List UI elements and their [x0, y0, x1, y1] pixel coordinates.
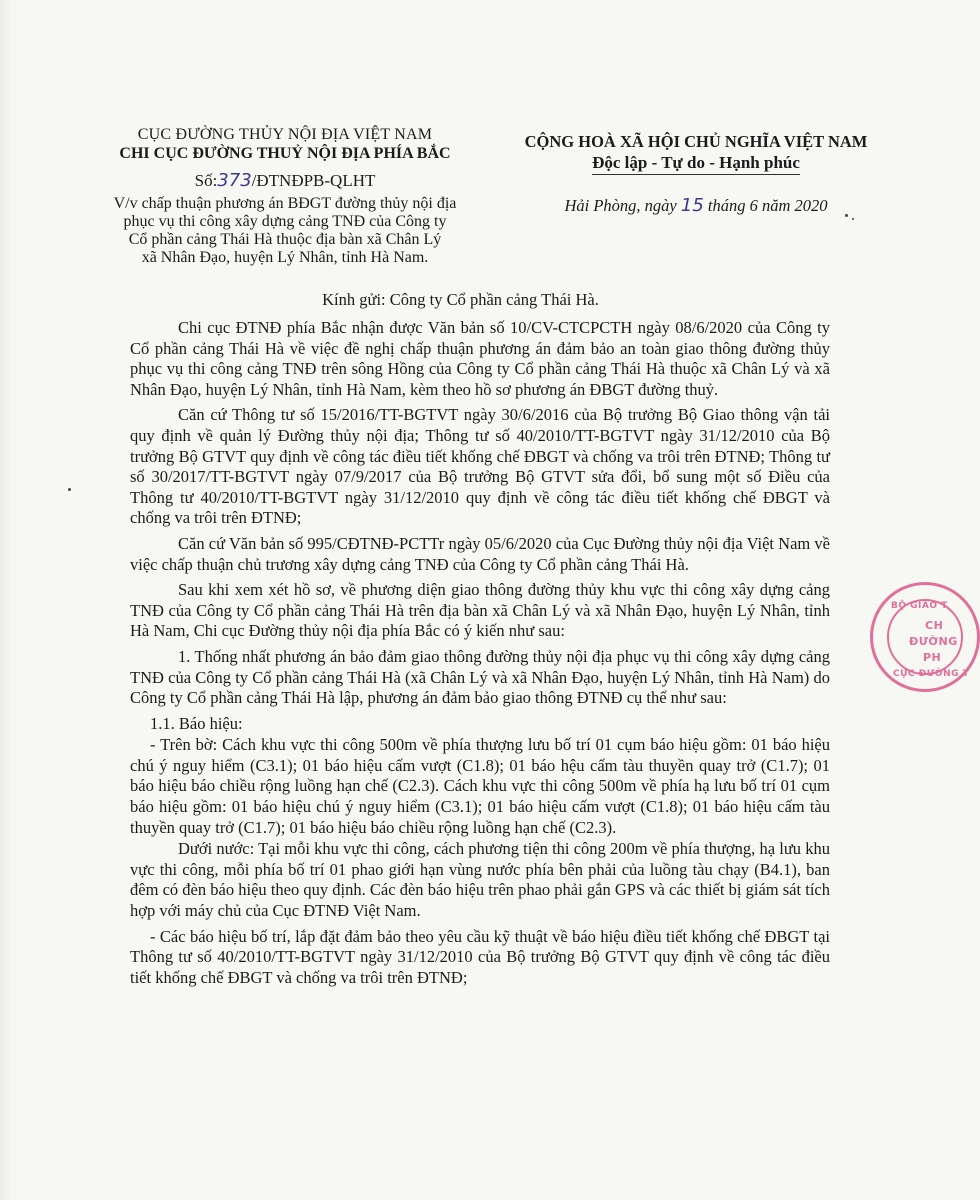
subject-line: V/v chấp thuận phương án BĐGT đường thủy nội địa: [113, 195, 457, 212]
section-heading: 1.1. Báo hiệu:: [150, 713, 243, 733]
seal-text: CH: [925, 619, 944, 632]
subject-line: phục vụ thi công xây dựng cảng TNĐ của Công ty: [123, 213, 447, 230]
doc-number-prefix: Số:: [194, 171, 218, 190]
salutation: Kính gửi: Công ty Cổ phần cảng Thái Hà.: [322, 290, 599, 309]
body-paragraph: Dưới nước: Tại mỗi khu vực thi công, cách phương tiện thi công 200m về phía thượng, hạ lưu khu vực thi công, mỗi phía bố trí 01 phao giới hạn vùng nước phía bên phải của luồng tàu chạy (B4.1), ban đêm có đèn báo hiệu theo quy định. Các đèn báo hiệu trên phao phải gắn GPS và các thiết bị giám sát tích hợp với máy chủ của Cục ĐTNĐ Việt Nam.: [130, 839, 830, 921]
agency-name: CHI CỤC ĐƯỜNG THUỶ NỘI ĐỊA PHÍA BẮC: [119, 145, 451, 162]
document-number: [90, 170, 480, 192]
date-prefix: Hải Phòng, ngày: [564, 196, 677, 215]
date-day-handwritten: 15: [680, 195, 704, 216]
official-seal: [870, 582, 980, 692]
doc-number-suffix: /ĐTNĐPB-QLHT: [251, 171, 376, 190]
body-paragraph: Căn cứ Văn bản số 995/CĐTNĐ-PCTTr ngày 05/6/2020 của Cục Đường thủy nội địa Việt Nam về việc chấp thuận chủ trương xây dựng cảng TNĐ của Công ty Cổ phần cảng Thái Hà.: [130, 533, 830, 574]
subject-line: Cổ phần cảng Thái Hà thuộc địa bàn xã Chân Lý: [128, 231, 442, 248]
national-motto: Độc lập - Tự do - Hạnh phúc: [592, 152, 800, 175]
national-header-block: [486, 132, 906, 216]
agency-parent: CỤC ĐƯỜNG THỦY NỘI ĐỊA VIỆT NAM: [137, 126, 433, 143]
seal-text: ĐƯỜNG: [909, 635, 958, 648]
nation-title: CỘNG HOÀ XÃ HỘI CHỦ NGHĨA VIỆT NAM: [524, 132, 868, 151]
scan-speck: [845, 214, 848, 217]
body-paragraph: 1. Thống nhất phương án bảo đảm giao thông đường thủy nội địa phục vụ thi công xây dựng cảng TNĐ của Công ty Cổ phần cảng Thái Hà (xã Chân Lý và xã Nhân Đạo, huyện Lý Nhân, tỉnh Hà Nam) do Công ty Cổ phần cảng Thái Hà lập, phương án đảm bảo giao thông ĐTNĐ cụ thể như sau:: [130, 646, 830, 708]
issuing-agency-block: [90, 126, 480, 267]
seal-text: BỘ GIAO T: [891, 601, 948, 611]
scan-speck: [68, 488, 71, 491]
body-paragraph: Sau khi xem xét hồ sơ, về phương diện giao thông đường thủy khu vực thi công xây dựng cảng TNĐ của Công ty Cổ phần cảng Thái Hà trên địa bàn xã Chân Lý và xã Nhân Đạo, huyện Lý Nhân, tỉnh Hà Nam, Chi cục Đường thủy nội địa phía Bắc có ý kiến như sau:: [130, 580, 830, 641]
seal-text: CỤC ĐƯỜNG T: [893, 669, 970, 679]
seal-text: PH: [923, 651, 942, 664]
body-paragraph: - Các báo hiệu bố trí, lắp đặt đảm bảo theo yêu cầu kỹ thuật về báo hiệu điều tiết khống chế ĐBGT tại Thông tư số 40/2010/TT-BGTVT ngày 31/12/2010 của Bộ trưởng Bộ GTVT quy định về công tác điều tiết khống chế ĐBGT và chống va trôi trên ĐTNĐ;: [130, 926, 830, 987]
body-paragraph: Chi cục ĐTNĐ phía Bắc nhận được Văn bản số 10/CV-CTCPCTH ngày 08/6/2020 của Công ty Cổ phần cảng Thái Hà về việc đề nghị chấp thuận phương án đảm bảo an toàn giao thông đường thủy phục vụ thi công cảng TNĐ trên sông Hồng của Công ty Cổ phần cảng Thái Hà thuộc xã Chân Lý và xã Nhân Đạo, huyện Lý Nhân, tỉnh Hà Nam, kèm theo hồ sơ phương án ĐBGT đường thuỷ.: [130, 318, 830, 399]
scan-speck: [852, 218, 854, 220]
date-suffix: tháng 6 năm 2020: [707, 196, 828, 215]
body-paragraph: - Trên bờ: Cách khu vực thi công 500m về phía thượng lưu bố trí 01 cụm báo hiệu gồm: 01 báo hiệu chú ý nguy hiểm (C3.1); 01 báo hiệu cấm vượt (C1.8); 01 báo hệu cấm tàu thuyền quay trở (C1.7); 01 báo hiệu báo chiều rộng luồng hạn chế (C2.3). Cách khu vực thi công 500m về phía hạ lưu bố trí 01 cụm báo hiệu gồm: 01 báo hiệu chú ý nguy hiểm (C3.1); 01 báo hiệu cấm vượt (C1.8); 01 báo hiệu cấm tàu thuyền quay trở (C1.7); 01 báo hiệu báo chiều rộng luồng hạn chế (C2.3).: [130, 735, 830, 837]
subject-line: xã Nhân Đạo, huyện Lý Nhân, tỉnh Hà Nam.: [141, 249, 429, 266]
subject-block: [90, 195, 480, 267]
letter-body: [130, 318, 830, 989]
place-date: [486, 195, 906, 216]
letter-header: [0, 126, 921, 276]
body-paragraph: Căn cứ Thông tư số 15/2016/TT-BGTVT ngày 30/6/2016 của Bộ trưởng Bộ Giao thông vận tải quy định về quản lý Đường thủy nội địa; Thông tư số 40/2010/TT-BGTVT ngày 31/12/2010 của Bộ trưởng Bộ GTVT quy định về công tác điều tiết khống chế ĐBGT và chống va trôi trên ĐTNĐ; Thông tư số 30/2017/TT-BGTVT ngày 07/9/2017 của Bộ trưởng Bộ GTVT sửa đổi, bổ sung một số Điều của Thông tư 40/2010/TT-BGTVT ngày 31/12/2010 quy định về công tác điều tiết khống chế ĐBGT và chống va trôi trên ĐTNĐ;: [130, 405, 830, 528]
doc-number-handwritten: 373: [217, 170, 252, 191]
